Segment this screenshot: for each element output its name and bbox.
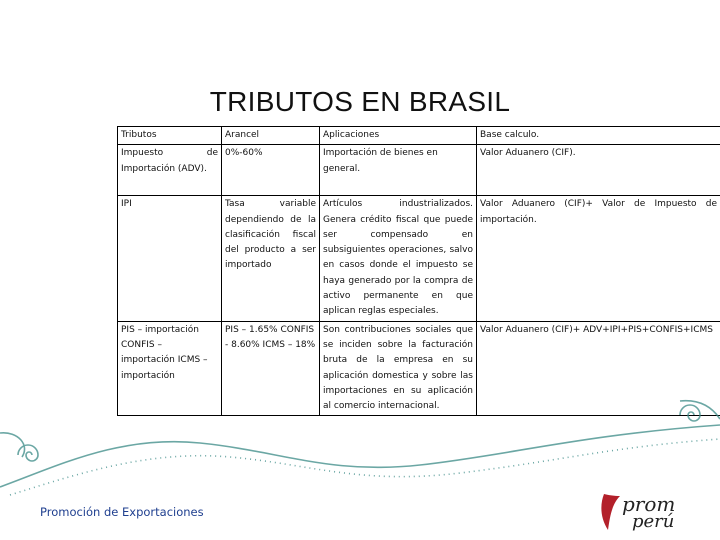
cell-text: PIS – importación CONFIS – importación ICMS – importación	[121, 324, 208, 381]
table-row	[118, 196, 720, 321]
tax-table-container	[117, 126, 720, 416]
table-row	[118, 145, 720, 196]
cell-text: 0%-60%	[225, 148, 263, 159]
header-cell-tributos: Tributos	[118, 127, 222, 145]
left-spiral-icon	[18, 445, 38, 461]
cell-text: Valor Aduanero (CIF).	[480, 148, 576, 159]
table-cell	[320, 196, 477, 321]
logo-red-flame-icon	[601, 494, 620, 530]
tax-table	[117, 126, 720, 416]
left-curl	[0, 433, 25, 457]
table-cell	[222, 196, 320, 321]
header-cell-base-calculo: Base calculo.	[477, 127, 720, 145]
cell-text: Importación de bienes en general.	[323, 148, 438, 174]
logo-text-prom: prom	[622, 492, 676, 516]
table-cell	[477, 196, 720, 321]
swirl-line	[0, 425, 720, 487]
cell-text: Valor Aduanero (CIF)+ ADV+IPI+PIS+CONFIS+ICMS	[480, 324, 713, 335]
cell-text: PIS – 1.65% CONFIS - 8.60% ICMS – 18%	[225, 324, 316, 350]
table-cell	[118, 196, 222, 321]
right-spiral-icon	[680, 405, 700, 421]
footer-text: Promoción de Exportaciones	[40, 505, 204, 519]
table-header-row	[118, 127, 720, 145]
table-cell	[222, 145, 320, 196]
cell-text: Tasa variable dependiendo de la clasificación fiscal del producto a ser importado	[225, 199, 316, 271]
table-cell	[320, 145, 477, 196]
table-cell	[477, 145, 720, 196]
slide-title: TRIBUTOS EN BRASIL	[209, 86, 511, 117]
cell-text: Artículos industrializados. Genera crédito fiscal que puede ser compensado en subsiguientes operaciones, salvo en casos donde el impuesto se haya generado por la compra de activo permanente en que aplican reglas especiales.	[323, 199, 473, 317]
cell-text: Valor Aduanero (CIF)+ Valor de Impuesto de importación.	[480, 199, 717, 225]
cell-text: IPI	[121, 199, 132, 210]
header-cell-aplicaciones: Aplicaciones	[320, 127, 477, 145]
cell-text: Son contribuciones sociales que se inciden sobre la facturación bruta de la empresa en su aplicación domestica y sobre las importaciones en su aplicación al comercio internacional.	[323, 324, 473, 412]
header-cell-arancel: Arancel	[222, 127, 320, 145]
logo-text-peru: perú	[632, 511, 675, 532]
table-cell	[118, 145, 222, 196]
cell-text: Impuesto de Importación (ADV).	[121, 148, 218, 174]
